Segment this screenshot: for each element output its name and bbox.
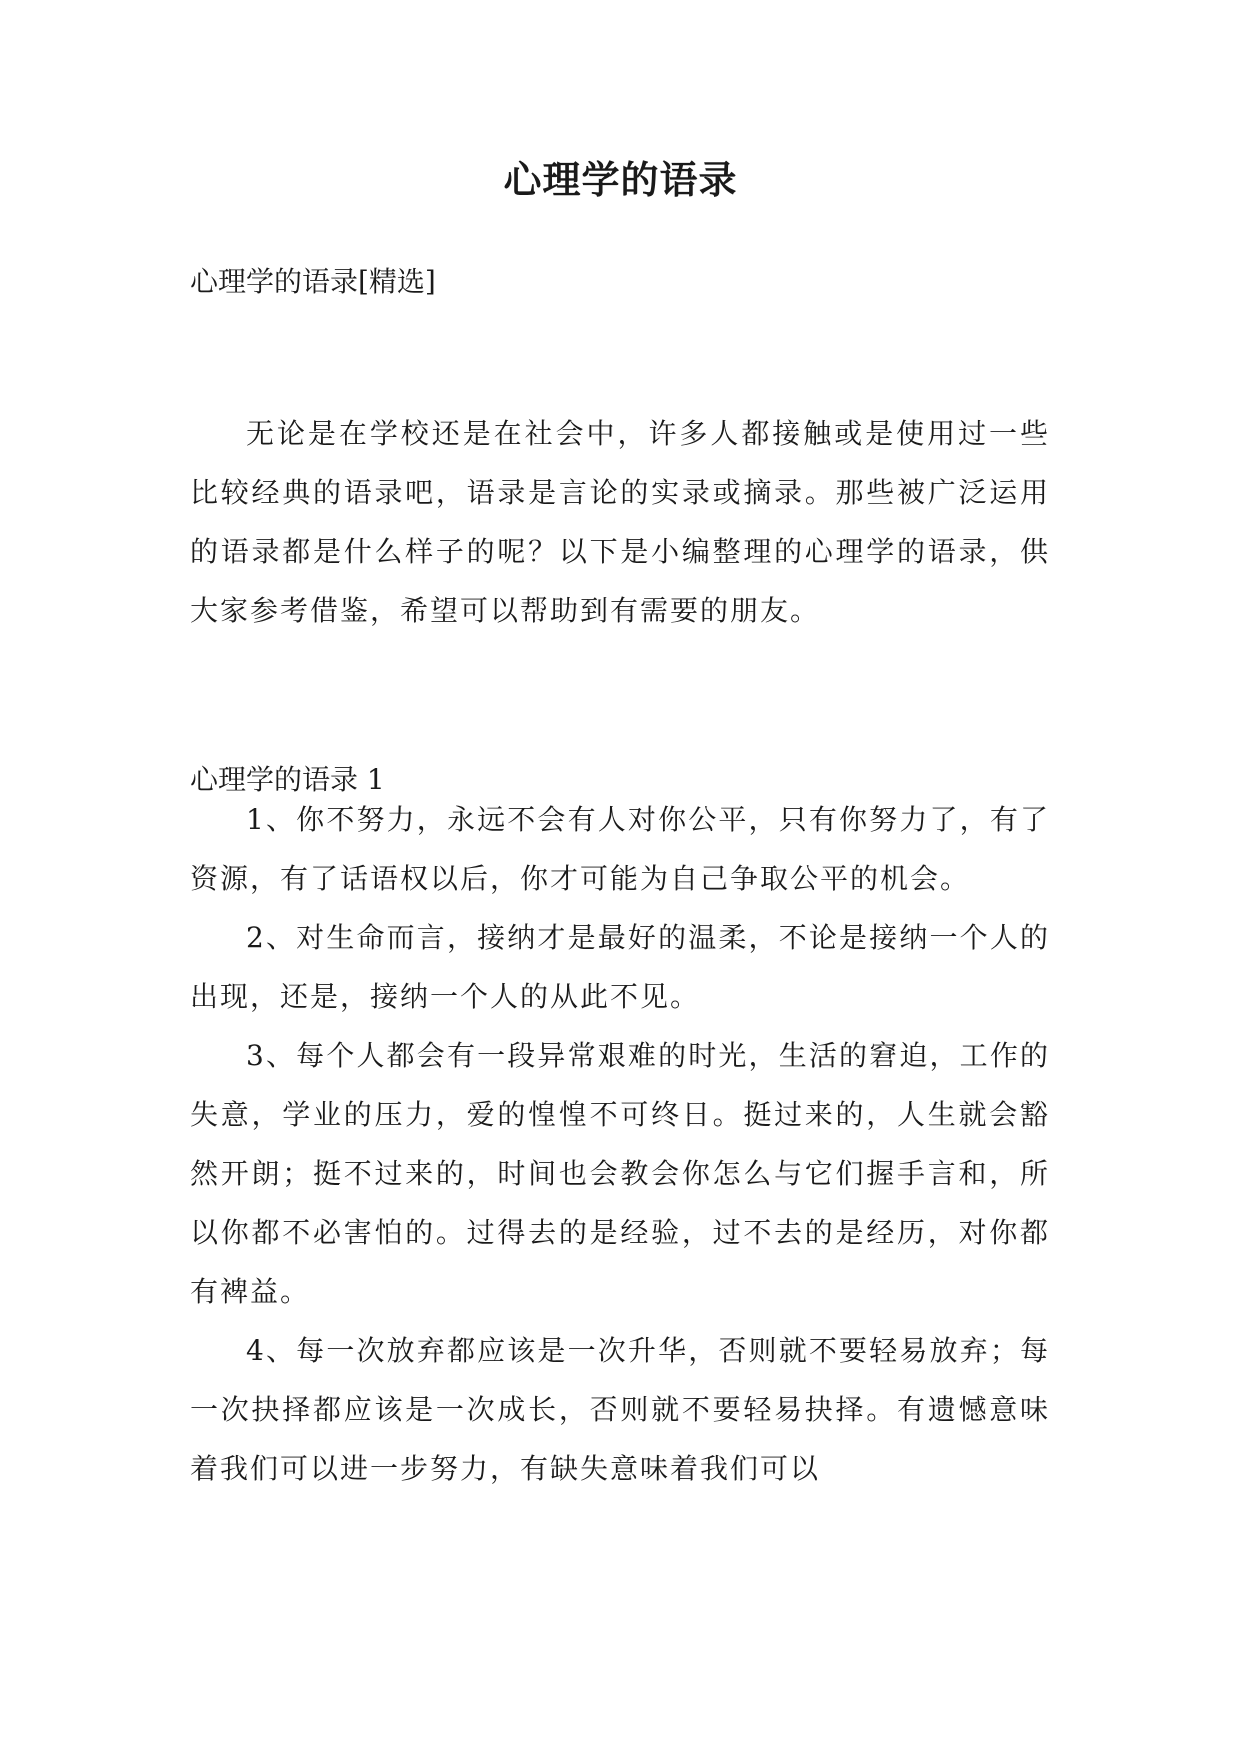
quote-item xyxy=(190,908,1050,1026)
page-title: 心理学的语录 xyxy=(503,158,738,202)
quote-number: 1 、 xyxy=(246,803,296,836)
quote-text: 对生命而言，接纳才是最好的温柔，不论是接纳一个人的出现，还是，接纳一个人的从此不见。 xyxy=(190,921,1050,1013)
quote-list xyxy=(190,790,1050,1498)
quote-number: 3 、 xyxy=(246,1039,296,1072)
quote-text: 你不努力，永远不会有人对你公平，只有你努力了，有了资源，有了话语权以后，你才可能为自己争取公平的机会。 xyxy=(190,803,1050,895)
quote-text: 每个人都会有一段异常艰难的时光，生活的窘迫，工作的失意，学业的压力，爱的惶惶不可终日。挺过来的，人生就会豁然开朗；挺不过来的，时间也会教会你怎么与它们握手言和，所以你都不必害怕的。过得去的是经验，过不去的是经历，对你都有裨益。 xyxy=(190,1039,1050,1308)
quote-number: 4 、 xyxy=(246,1334,296,1367)
quote-number: 2 、 xyxy=(246,921,296,954)
intro-paragraph: 无论是在学校还是在社会中，许多人都接触或是使用过一些比较经典的语录吧，语录是言论的实录或摘录。那些被广泛运用的语录都是什么样子的呢？以下是小编整理的心理学的语录，供大家参考借鉴，希望可以帮助到有需要的朋友。 xyxy=(190,417,1050,627)
quote-text: 每一次放弃都应该是一次升华，否则就不要轻易放弃；每一次抉择都应该是一次成长，否则就不要轻易抉择。有遗憾意味着我们可以进一步努力，有缺失意味着我们可以 xyxy=(190,1334,1050,1485)
quote-item xyxy=(190,790,1050,908)
quote-item xyxy=(190,1321,1050,1498)
section-heading: 心理学的语录 1 xyxy=(190,763,385,796)
quote-item xyxy=(190,1026,1050,1321)
document-subtitle: 心理学的语录[精选] xyxy=(190,265,436,298)
